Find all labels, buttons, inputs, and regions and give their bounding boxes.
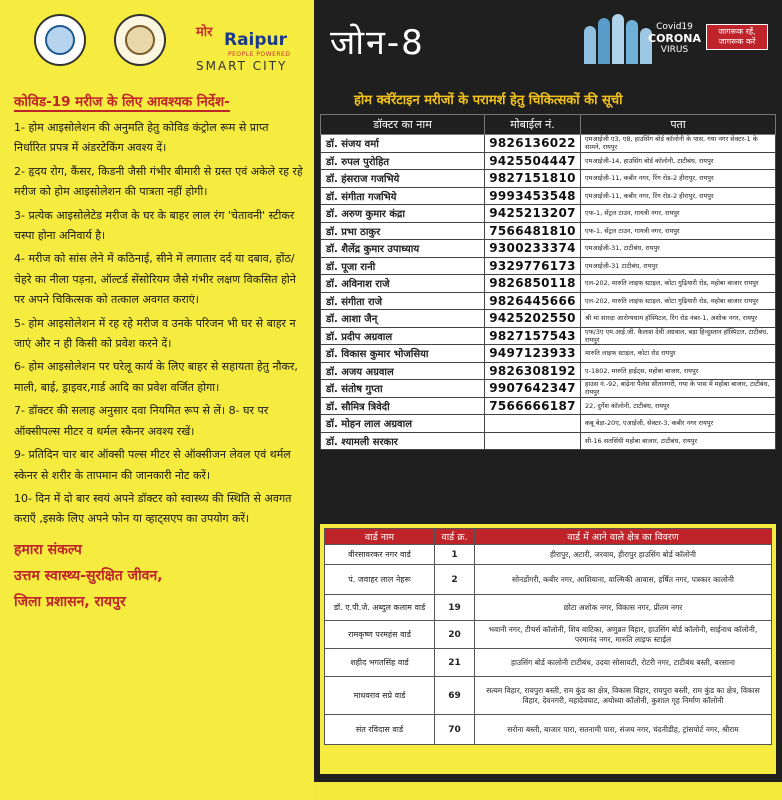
doctor-address: एमआईजी ए3, ए8, हाउसिंग बोर्ड कॉलोनी के पास, गया नगर सेक्टर-1 के सामने, रायपुर: [581, 135, 776, 153]
ward-number: 20: [435, 621, 475, 649]
doctor-row: [321, 152, 776, 170]
ward-row: [325, 545, 772, 565]
doctors-table: [320, 114, 776, 450]
doctor-mobile: 9826136022: [485, 135, 581, 153]
district-emblem-logo: [114, 14, 166, 66]
ward-table-container: [320, 524, 776, 774]
instructions-heading: कोविड-19 मरीज के लिए आवश्यक निर्देश-: [14, 94, 230, 110]
covid-line-2: CORONA: [648, 32, 701, 45]
doctor-row: [321, 327, 776, 345]
doctor-name: डॉ. अजय अग्रवाल: [321, 362, 485, 380]
zone-title: जोन-8: [330, 23, 425, 63]
instructions-panel: [0, 0, 314, 800]
ward-area: सरोना बस्ती, बाजार पारा, सतनामी पारा, संजय नगर, चंदनीडीह, ट्रांसपोर्ट नगर, श्रीराम: [475, 715, 772, 745]
doctors-table-header: [321, 115, 776, 135]
ward-row: [325, 595, 772, 621]
doctor-name: डॉ. संगीता राजे: [321, 292, 485, 310]
doctor-name: डॉ. प्रदीप अग्रवाल: [321, 327, 485, 345]
doctor-row: [321, 222, 776, 240]
ward-area: छोटा अशोक नगर, विकास नगर, प्रीतम नगर: [475, 595, 772, 621]
doctor-name: डॉ. शैलेंद्र कुमार उपाध्याय: [321, 240, 485, 258]
ward-number: 19: [435, 595, 475, 621]
instruction-item: 2- हृदय रोग, कैंसर, किडनी जैसी गंभीर बीमारी से ग्रस्त एवं अकेले रह रहे मरीज को होम आइसोलेशन की पात्रता नहीं होगी।: [14, 164, 303, 199]
doctor-name: डॉ. संजय वर्मा: [321, 135, 485, 153]
doctor-list-title: होम क्वॅरेंटाइन मरीजों के परामर्श हेतु चिकित्सकों की सूची: [354, 93, 623, 108]
instruction-item: 1- होम आइसोलेशन की अनुमति हेतु कोविड कंट्रोल रूम से प्राप्त निर्धारित प्रपत्र में अंडरटेकिंग अवश्य दें।: [14, 121, 269, 155]
header-ward-number: वार्ड क्र.: [435, 529, 475, 545]
ward-name: पं. जवाहर लाल नेहरू: [325, 565, 435, 595]
doctor-row: [321, 345, 776, 363]
doctor-mobile: 9329776173: [485, 257, 581, 275]
logo-raipur-text: Raipur: [224, 30, 288, 50]
doctor-address: एफ-1, सेंट्रल टाउन, गायत्री नगर, रायपुर: [581, 222, 776, 240]
state-emblem-logo: [34, 14, 86, 66]
ward-number: 1: [435, 545, 475, 565]
instruction-item: 7- डॉक्टर की सलाह अनुसार दवा नियमित रूप से लें। 8- घर पर ऑक्सीपल्स मीटर व थर्मल स्कैनर अवश्य रखें।: [14, 404, 269, 438]
wards-table-header: [325, 529, 772, 545]
doctor-mobile: 9826445666: [485, 292, 581, 310]
logo-bar: [14, 6, 304, 80]
health-workers-illustration: [584, 14, 656, 64]
instruction-item: 3- प्रत्येक आइसोलेटेड मरीज के घर के बाहर लाल रंग 'चेतावनी' स्टीकर चस्पा होना अनिवार्य है।: [14, 208, 295, 243]
instruction-item: 4- मरीज को सांस लेने में कठिनाई, सीने में लगातार दर्द या दबाव, होंठ/चेहरे का नीला पड़ना, ऑल्टर्ड सेंसोरियम जैसे गंभीर लक्षण विकसित होने पर अपने चिकित्सक को तत्काल अवगत कराएं।: [14, 252, 296, 307]
doctor-address: एफ-1, सेंट्रल टाउन, गायत्री नगर, रायपुर: [581, 205, 776, 223]
doctor-name: डॉ. अविनाश राजे: [321, 275, 485, 293]
ward-name: माधवराव सप्रे वार्ड: [325, 677, 435, 715]
doctor-name: डॉ. रुपल पुरोहित: [321, 152, 485, 170]
header-doctor-name: डॉक्टर का नाम: [321, 115, 485, 135]
ward-area: हाउसिंग बोर्ड कालोनी टाटीबंध, उदया सोसायटी, रोटरी नगर, टाटीबंध बस्ती, बरसाना: [475, 649, 772, 677]
doctor-address: एमआईजी-11, कबीर नगर, रिंग रोड-2 हीरापुर, रायपुर: [581, 170, 776, 188]
header-ward-area: वार्ड में आने वाले क्षेत्र का विवरण: [475, 529, 772, 545]
covid-line-1: Covid19: [656, 22, 693, 32]
doctor-mobile: 9826308192: [485, 362, 581, 380]
doctor-list-panel: [314, 0, 782, 782]
instruction-item: 5- होम आइसोलेशन में रह रहे मरीज व उनके परिजन भी घर से बाहर न जाएं और न ही किसी को प्रवेश करने दें।: [14, 316, 296, 351]
ward-number: 69: [435, 677, 475, 715]
ward-area: भवानी नगर, टीचर्स कॉलोनी, शिव वाटिका, अणुव्रत विहार, हाउसिंग बोर्ड कॉलोनी, साईनाथ कॉलोनी, परमानंद नगर, मारुति लाइफ स्टाईल: [475, 621, 772, 649]
doctor-address: एफ/3ए एम.आई.जी. कैलाश देवी अग्रवाल, बड़ा हिन्दुस्तान हॉस्पिटल, टाटीबंध, रायपुर: [581, 327, 776, 345]
ward-row: [325, 621, 772, 649]
doctor-name: डॉ. प्रभा ठाकुर: [321, 222, 485, 240]
instructions-list: [14, 118, 304, 530]
doctor-row: [321, 380, 776, 398]
wards-table: [324, 528, 772, 745]
doctor-name: डॉ. हंसराज गजभिये: [321, 170, 485, 188]
doctor-address: एमआईजी-14, हाउसिंग बोर्ड कॉलोनी, टाटीबंध, रायपुर: [581, 152, 776, 170]
ward-area: सोनडोंगरी, कबीर नगर, आशियाना, वाल्मिकी आवास, हर्षित नगर, पत्रकार कालोनी: [475, 565, 772, 595]
ward-name: डॉ. ए.पी.जे. अब्दुल कलाम वार्ड: [325, 595, 435, 621]
doctor-row: [321, 257, 776, 275]
ward-number: 70: [435, 715, 475, 745]
resolve-line-2: जिला प्रशासन, रायपुर: [14, 593, 126, 610]
ward-name: रामकृष्ण परमहंस वार्ड: [325, 621, 435, 649]
doctor-mobile: [485, 415, 581, 433]
doctor-row: [321, 275, 776, 293]
doctor-address: श्री मां सारदा आरोग्यधाम हॉस्पिटल, रिंग रोड नंबर-1, अशोक नगर, रायपुर: [581, 310, 776, 328]
ward-name: वीरसावरकर नगर वार्ड: [325, 545, 435, 565]
raipur-smart-city-logo: [192, 16, 312, 74]
doctor-name: डॉ. संगीता गजभिये: [321, 187, 485, 205]
ward-number: 2: [435, 565, 475, 595]
logo-people-text: PEOPLE POWERED: [228, 51, 291, 58]
ward-row: [325, 649, 772, 677]
covid-virus-label: [648, 22, 701, 55]
doctor-name: डॉ. श्यामली सरकार: [321, 432, 485, 450]
doctor-address: कबू बेड़ा-20ए, एआईजी, सेक्टर-3, कबीर नगर रायपुर: [581, 415, 776, 433]
doctor-name: डॉ. विकास कुमार भोजसिया: [321, 345, 485, 363]
instruction-item: 9- प्रतिदिन चार बार ऑक्सी पल्स मीटर से ऑक्सीजन लेवल एवं थर्मल स्केनर से शरीर के तापमान की जानकारी नोट करें।: [14, 448, 291, 482]
ward-row: [325, 715, 772, 745]
header-mobile: मोबाईल नं.: [485, 115, 581, 135]
doctor-row: [321, 362, 776, 380]
doctor-mobile: 7566666187: [485, 397, 581, 415]
doctor-row: [321, 170, 776, 188]
doctor-row: [321, 240, 776, 258]
doctor-mobile: 9425504447: [485, 152, 581, 170]
doctor-address: एल-202, मारुति लाइफ स्टाइल, कोटा गुढ़ियारी रोड, महोबा बाजार रायपुर: [581, 275, 776, 293]
doctor-row: [321, 292, 776, 310]
resolve-line-1: उत्तम स्वास्थ्य-सुरक्षित जीवन,: [14, 567, 163, 584]
doctor-address: 22, दुर्गेश कॉलोनी, टाटीबंध, रायपुर: [581, 397, 776, 415]
ward-name: संत रविदास वार्ड: [325, 715, 435, 745]
instruction-item: 6- होम आइसोलेशन पर घरेलू कार्य के लिए बाहर से सहायता हेतु नौकर, माली, बाई, ड्राइवर,गार्ड आदि का प्रवेश वर्जित होगा।: [14, 360, 298, 394]
doctor-name: डॉ. सौमित्र त्रिवेदी: [321, 397, 485, 415]
doctor-name: डॉ. आशा जैन्: [321, 310, 485, 328]
doctor-row: [321, 205, 776, 223]
doctor-mobile: 9827151810: [485, 170, 581, 188]
ward-row: [325, 677, 772, 715]
resolve-title: हमारा संकल्प: [14, 541, 82, 558]
ward-name: शहीद भगतसिंह वार्ड: [325, 649, 435, 677]
doctor-mobile: 9300233374: [485, 240, 581, 258]
doctor-mobile: 9826850118: [485, 275, 581, 293]
bottom-strip: [314, 782, 782, 800]
doctor-address: एमआईजी-31, टाटीबंध, रायपुर: [581, 240, 776, 258]
ward-row: [325, 565, 772, 595]
doctor-mobile: [485, 432, 581, 450]
ward-area: हीरापुर, अटारी, जरवाय, हीरापुर हाउसिंग बोर्ड कॉलोनी: [475, 545, 772, 565]
instruction-item: 10- दिन में दो बार स्वयं अपने डॉक्टर को स्वास्थ्य की स्थिति से अवगत कराएँ ,इसके लिए अपने फोन या व्हाट्सएप का उपयोग करें।: [14, 491, 292, 526]
doctor-row: [321, 397, 776, 415]
doctor-mobile: 9827157543: [485, 327, 581, 345]
doctor-name: डॉ. अरुण कुमार कंद्रा: [321, 205, 485, 223]
doctor-address: एल-202, मारुति लाइफ स्टाइल, कोटा गुढ़ियारी रोड, महोबा बाजार रायपुर: [581, 292, 776, 310]
covid-line-3: VIRUS: [660, 45, 689, 55]
resolve-block: [14, 540, 304, 615]
doctor-address: सी-16 सतसिंधी महोबा बाजार, टाटीबंध, रायपुर: [581, 432, 776, 450]
ward-area: सत्यम विहार, रायपुरा बस्ती, राम कुंड का क्षेत्र, विकास विहार, रायपुरा बस्ती, राम कुंड का क्षेत्र, विकास विहार, देवनगरी, महादेवघाट, अयोध्या कॉलोनी, कुशाल गृह निर्माण कॉलोनी: [475, 677, 772, 715]
doctor-mobile: 7566481810: [485, 222, 581, 240]
doctor-mobile: 9425202550: [485, 310, 581, 328]
doctor-address: एमआईजी-31 टाटीबंध, रायपुर: [581, 257, 776, 275]
doctor-row: [321, 415, 776, 433]
doctor-row: [321, 432, 776, 450]
awareness-badge: जागरूक रहें, जागरूक करें: [706, 24, 768, 50]
ward-number: 21: [435, 649, 475, 677]
doctor-row: [321, 310, 776, 328]
doctor-row: [321, 187, 776, 205]
doctor-name: डॉ. पूजा रानी: [321, 257, 485, 275]
header-address: पता: [581, 115, 776, 135]
doctor-address: एमआईजी-11, कबीर नगर, रिंग रोड-2 हीरापुर, रायपुर: [581, 187, 776, 205]
doctor-address: हाउस नं.-92, बाढ़ेना पैलेस सीतानगरी, गया के पास में महोबा बाजार, टाटीबंध, रायपुर: [581, 380, 776, 398]
logo-mor-text: मोर: [196, 25, 213, 40]
header-ward-name: वार्ड नाम: [325, 529, 435, 545]
doctor-mobile: 9907642347: [485, 380, 581, 398]
doctor-name: डॉ. मोहन लाल अग्रवाल: [321, 415, 485, 433]
doctor-name: डॉ. संतोष गुप्ता: [321, 380, 485, 398]
doctor-address: मारुति लाइफ स्टाइल, कोटा रोड रायपुर: [581, 345, 776, 363]
doctor-row: [321, 135, 776, 153]
doctor-mobile: 9425213207: [485, 205, 581, 223]
logo-smart-text: SMART CITY: [196, 59, 288, 73]
doctor-address: ए-1802, मारुति हाईट्स, महोबा बाजार, रायपुर: [581, 362, 776, 380]
doctor-mobile: 9993453548: [485, 187, 581, 205]
doctor-mobile: 9497123933: [485, 345, 581, 363]
